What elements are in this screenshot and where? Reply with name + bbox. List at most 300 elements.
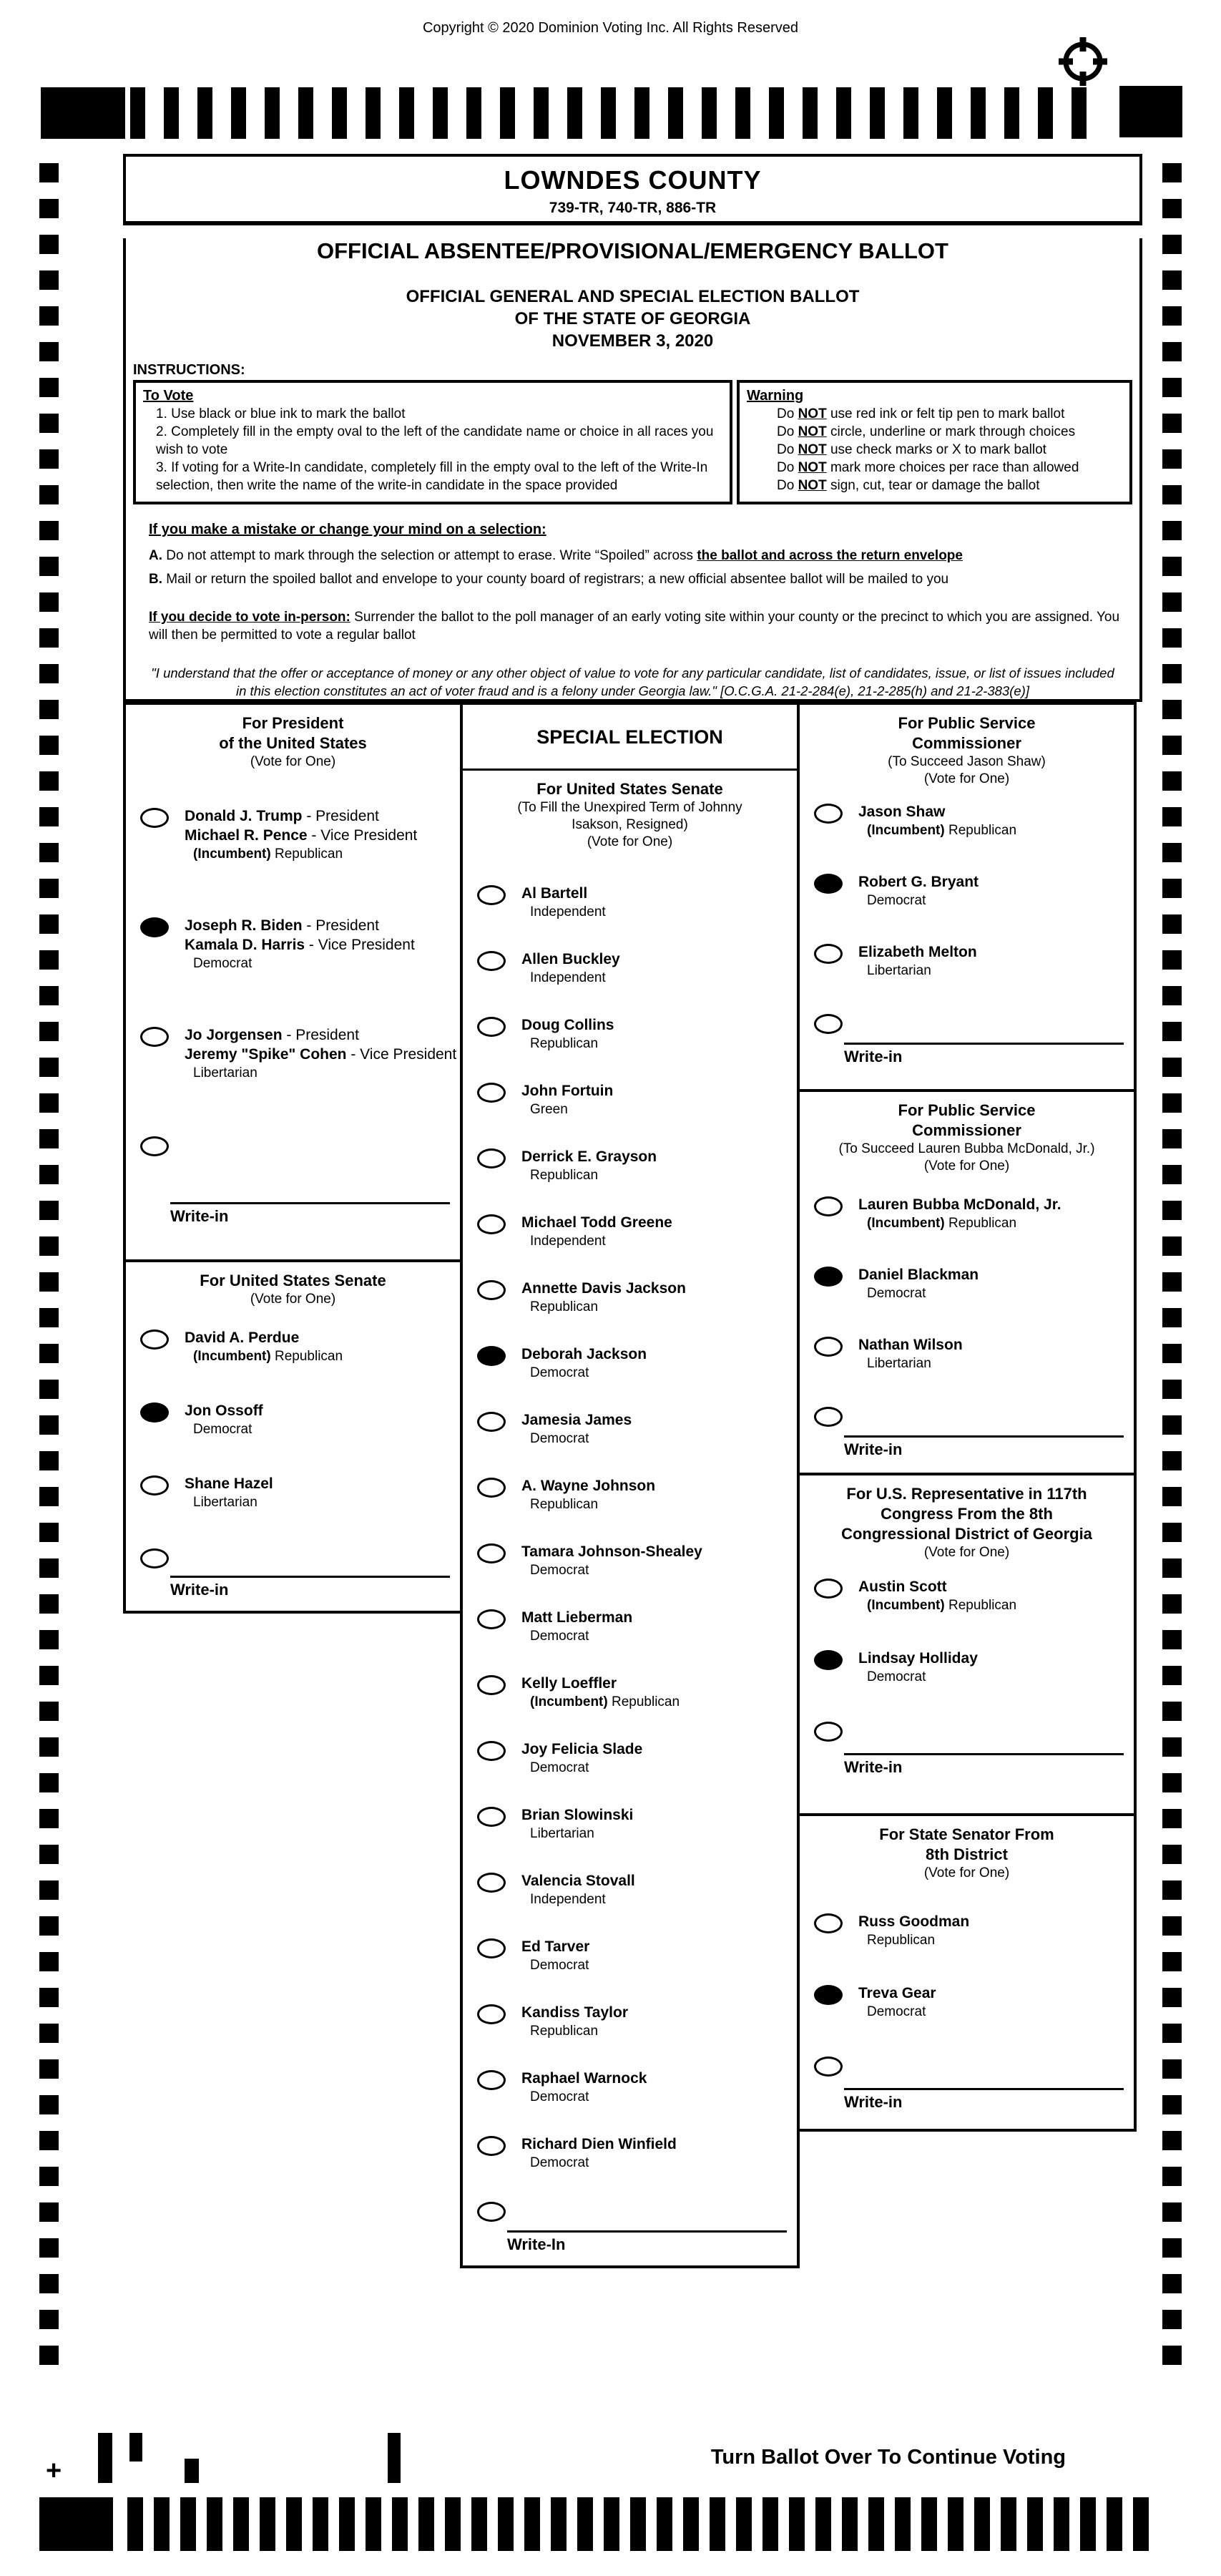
selection-oval[interactable] (477, 1280, 506, 1300)
timing-bar (265, 87, 280, 139)
timing-bar (298, 87, 313, 139)
selection-oval[interactable] (140, 808, 169, 828)
write-in-line[interactable] (170, 1202, 450, 1204)
race-header (800, 1475, 1134, 1561)
candidate-name: Richard Dien Winfield (521, 2136, 677, 2152)
timing-bar (702, 87, 717, 139)
selection-oval[interactable] (477, 1478, 506, 1498)
write-in-line[interactable] (844, 1435, 1124, 1438)
race-section (123, 702, 463, 1262)
candidate-info (521, 1279, 686, 1316)
timing-bar (1133, 2497, 1149, 2551)
timing-bar (836, 87, 851, 139)
candidate-info (521, 1740, 642, 1777)
write-in-line[interactable] (844, 1753, 1124, 1755)
candidate-party: Republican (530, 2024, 599, 2039)
timing-bar (498, 2497, 514, 2551)
write-in-oval[interactable] (814, 1722, 843, 1742)
vote-for-instruction: (Vote for One) (923, 1545, 1010, 1560)
timing-block-top-right (1119, 86, 1182, 137)
candidate-party: Independent (530, 904, 606, 919)
write-in-option (800, 2055, 1134, 2077)
write-in-line[interactable] (507, 2230, 787, 2233)
selection-oval[interactable] (477, 1938, 506, 1958)
candidate-info (858, 1195, 1061, 1232)
candidate-name: Jon Ossoff (185, 1402, 263, 1419)
timing-bar (601, 87, 616, 139)
race-title: For United States Senate (200, 1272, 386, 1289)
candidate-party: Democrat (867, 1286, 926, 1301)
timing-bar (948, 2497, 963, 2551)
timing-bar (769, 87, 784, 139)
candidate-party: (Incumbent) Republican (193, 847, 343, 862)
warning-instruction: Do NOT mark more choices per race than allowed (777, 460, 1079, 475)
candidate-info (521, 2003, 628, 2040)
candidate-party: Libertarian (193, 1065, 258, 1080)
candidate-name: Ed Tarver (521, 1938, 590, 1955)
timing-bar (842, 2497, 858, 2551)
timing-bar (366, 2497, 381, 2551)
vote-for-instruction: (Vote for One) (923, 771, 1010, 786)
candidate-party: Democrat (867, 893, 926, 908)
race-section (797, 702, 1137, 1092)
warning-instruction: Do NOT use red ink or felt tip pen to mark ballot (777, 406, 1065, 421)
timing-bar (197, 87, 212, 139)
race-title: For State Senator From (879, 1825, 1054, 1843)
candidate-option (463, 1674, 797, 1711)
write-in-label: Write-in (844, 1048, 903, 1065)
timing-bar (567, 87, 582, 139)
election-title-line2: OF THE STATE OF GEORGIA (514, 309, 751, 328)
timing-bar (180, 2497, 196, 2551)
selection-oval-filled[interactable] (477, 1346, 506, 1366)
timing-bar (551, 2497, 567, 2551)
candidate-name: Russ Goodman (858, 1913, 970, 1930)
selection-oval[interactable] (477, 1807, 506, 1827)
write-in-option (463, 2200, 797, 2222)
selection-oval[interactable] (814, 1913, 843, 1933)
write-in-label: Write-in (844, 1440, 903, 1458)
candidate-name: Nathan Wilson (858, 1337, 963, 1353)
race-title: Congressional District of Georgia (841, 1525, 1092, 1543)
write-in-oval[interactable] (140, 1548, 169, 1568)
timing-bar (207, 2497, 222, 2551)
candidate-list (800, 1195, 1134, 1459)
timing-bar (1080, 2497, 1096, 2551)
candidate-party: Libertarian (867, 1356, 931, 1371)
candidate-option (126, 1025, 460, 1082)
candidate-name: Al Bartell (521, 885, 588, 902)
race-header (463, 771, 797, 851)
candidate-option (463, 1871, 797, 1908)
selection-oval[interactable] (477, 951, 506, 971)
county-header (123, 154, 1142, 225)
candidate-name: David A. Perdue (185, 1330, 300, 1346)
timing-bar (445, 2497, 461, 2551)
race-header (800, 705, 1134, 788)
instructions-row (133, 380, 1132, 504)
candidate-info (521, 1410, 632, 1448)
candidate-list (800, 802, 1134, 1066)
selection-oval[interactable] (140, 1475, 169, 1496)
timing-bar (1072, 87, 1087, 139)
race-section (797, 1089, 1137, 1475)
candidate-option (800, 1265, 1134, 1302)
mistake-heading: If you make a mistake or change your mind on a selection: (149, 522, 546, 537)
candidate-party: Libertarian (867, 963, 931, 978)
race-title: Commissioner (912, 734, 1021, 752)
candidate-party: Green (530, 1102, 568, 1117)
code-bar (98, 2433, 112, 2483)
race-banner: SPECIAL ELECTION (463, 705, 797, 771)
timing-bar (1054, 2497, 1069, 2551)
code-bar (185, 2459, 199, 2483)
race-subtitle: (To Fill the Unexpired Term of Johnny (517, 800, 742, 815)
timing-bar (471, 2497, 487, 2551)
candidate-info (521, 1805, 633, 1843)
timing-marks-right (1162, 163, 1182, 2367)
candidate-party: Republican (530, 1299, 599, 1314)
candidate-party: Republican (530, 1036, 599, 1051)
timing-bar (903, 87, 918, 139)
to-vote-box (133, 380, 732, 504)
candidate-name: A. Wayne Johnson (521, 1478, 656, 1494)
candidate-option (463, 1740, 797, 1777)
race-header (800, 1816, 1134, 1882)
to-vote-heading: To Vote (143, 388, 194, 404)
candidate-party: Democrat (530, 1958, 589, 1973)
write-in-option (126, 1547, 460, 1568)
write-in-oval[interactable] (814, 1407, 843, 1427)
candidate-info (521, 1608, 632, 1645)
write-in-option (126, 1135, 460, 1156)
candidate-option (800, 872, 1134, 909)
race-title: Commissioner (912, 1121, 1021, 1139)
candidate-option (463, 1410, 797, 1448)
selection-oval-filled[interactable] (814, 874, 843, 894)
selection-oval[interactable] (477, 2136, 506, 2156)
candidate-name: Derrick E. Grayson (521, 1148, 657, 1165)
candidate-info (185, 1328, 343, 1365)
selection-oval[interactable] (477, 1412, 506, 1432)
candidate-name: Matt Lieberman (521, 1609, 633, 1626)
candidate-name: Elizabeth Melton (858, 944, 977, 960)
selection-oval[interactable] (140, 1027, 169, 1047)
race-subtitle: (To Succeed Jason Shaw) (888, 754, 1046, 769)
timing-bar (683, 2497, 699, 2551)
selection-oval[interactable] (814, 1196, 843, 1216)
race-section (797, 1813, 1137, 2132)
candidate-option (463, 1476, 797, 1513)
write-in-line[interactable] (170, 1576, 450, 1578)
timing-bar (815, 2497, 831, 2551)
election-title-line1: OFFICIAL GENERAL AND SPECIAL ELECTION BALLOT (406, 287, 860, 306)
warning-box (737, 380, 1132, 504)
timing-bar (260, 2497, 275, 2551)
selection-oval[interactable] (814, 944, 843, 964)
candidate-party: Republican (530, 1497, 599, 1512)
selection-oval[interactable] (477, 1083, 506, 1103)
selection-oval[interactable] (814, 804, 843, 824)
timing-marks-top (0, 87, 1221, 139)
candidate-party: Democrat (530, 1365, 589, 1380)
candidate-list (463, 884, 797, 2254)
candidate-option (126, 806, 460, 863)
candidate-option (463, 1937, 797, 1974)
candidate-party: Democrat (530, 1431, 589, 1446)
selection-oval[interactable] (814, 1337, 843, 1357)
ballot-title: OFFICIAL ABSENTEE/PROVISIONAL/EMERGENCY BALLOT (317, 238, 948, 263)
candidate-info (521, 2069, 647, 2106)
instructions-panel (123, 238, 1142, 702)
timing-bar (233, 2497, 249, 2551)
candidate-name: Treva Gear (858, 1985, 936, 2001)
candidate-name: Doug Collins (521, 1017, 614, 1033)
candidate-info (858, 1649, 978, 1686)
write-in-line[interactable] (844, 1043, 1124, 1045)
code-bar (388, 2433, 401, 2483)
selection-oval[interactable] (477, 1017, 506, 1037)
candidate-option (463, 1608, 797, 1645)
precinct-codes: 739-TR, 740-TR, 886-TR (549, 200, 717, 216)
timing-bar (789, 2497, 805, 2551)
candidate-info (521, 1542, 702, 1579)
candidate-option (800, 1984, 1134, 2021)
write-in-option (800, 1013, 1134, 1034)
race-header (126, 705, 460, 771)
candidate-name: Jamesia James (521, 1412, 632, 1428)
timing-block-top-left (41, 87, 125, 139)
timing-bar (736, 2497, 752, 2551)
candidate-party: Libertarian (530, 1826, 594, 1841)
candidate-option (463, 1345, 797, 1382)
warning-instruction: Do NOT use check marks or X to mark ballot (777, 442, 1046, 457)
selection-oval[interactable] (477, 1609, 506, 1629)
ballot-column (797, 702, 1137, 2132)
candidate-party: Democrat (530, 1760, 589, 1775)
timing-bar (971, 87, 986, 139)
timing-bar (803, 87, 818, 139)
candidate-name: John Fortuin (521, 1083, 614, 1099)
turn-ballot-over-text: Turn Ballot Over To Continue Voting (710, 2446, 1066, 2469)
race-title: For Public Service (898, 1101, 1036, 1119)
candidate-party: Democrat (530, 2089, 589, 2104)
selection-oval[interactable] (477, 2004, 506, 2024)
selection-oval[interactable] (477, 1675, 506, 1695)
race-title: Congress From the 8th (881, 1505, 1053, 1523)
timing-bar (313, 2497, 328, 2551)
candidate-info (858, 1335, 963, 1372)
candidate-name: Michael R. Pence - Vice President (185, 827, 418, 844)
selection-oval[interactable] (477, 885, 506, 905)
write-in-label: Write-in (844, 2093, 903, 2111)
race-subtitle: Isakson, Resigned) (572, 817, 688, 832)
timing-bar (630, 2497, 646, 2551)
candidate-name: Lauren Bubba McDonald, Jr. (858, 1196, 1061, 1213)
candidate-name: Kandiss Taylor (521, 2004, 628, 2021)
instructions-label: INSTRUCTIONS: (133, 362, 245, 378)
timing-bar (332, 87, 347, 139)
timing-bar (127, 2497, 143, 2551)
candidate-party: Libertarian (193, 1495, 258, 1510)
candidate-list (126, 1328, 460, 1599)
candidate-option (126, 916, 460, 972)
ballot-column (123, 702, 463, 1614)
warning-instruction: Do NOT sign, cut, tear or damage the ballot (777, 478, 1040, 493)
election-date: NOVEMBER 3, 2020 (551, 331, 714, 351)
in-person-heading: If you decide to vote in-person: (149, 610, 350, 625)
candidate-name: Tamara Johnson-Shealey (521, 1543, 702, 1560)
candidate-name: Shane Hazel (185, 1475, 273, 1492)
timing-bar (657, 2497, 672, 2551)
plus-registration-mark: + (46, 2456, 62, 2486)
candidate-option (800, 1912, 1134, 1949)
candidate-info (521, 1147, 657, 1184)
candidate-name: Joy Felicia Slade (521, 1741, 643, 1757)
race-section (123, 1259, 463, 1614)
candidate-option (463, 2135, 797, 2172)
write-in-oval[interactable] (814, 2057, 843, 2077)
timing-bar (868, 2497, 884, 2551)
candidate-party: Independent (530, 970, 606, 985)
candidate-party: (Incumbent) Republican (867, 1216, 1017, 1231)
timing-bar (418, 2497, 434, 2551)
timing-marks-bottom (0, 2497, 1221, 2551)
to-vote-instruction: 3. If voting for a Write-In candidate, completely fill in the empty oval to the left of the Write-In selection, then write the name of the write-in candidate in the space provided (156, 460, 708, 493)
selection-oval-filled[interactable] (140, 1402, 169, 1423)
timing-bar (164, 87, 179, 139)
candidate-option (463, 1213, 797, 1250)
candidate-option (800, 1649, 1134, 1686)
selection-oval[interactable] (477, 1741, 506, 1761)
timing-bar (392, 2497, 408, 2551)
candidate-party: Democrat (867, 2004, 926, 2019)
candidate-option (800, 802, 1134, 839)
candidate-info (521, 1213, 672, 1250)
candidate-option (800, 1577, 1134, 1614)
selection-oval[interactable] (477, 1214, 506, 1234)
felony-notice: "I understand that the offer or acceptance of money or any other object of value to vote for any particular candidate, list of candidates, issue, or list of issues included in this election constitutes an act of voter fraud and is a felony under Georgia law." [O.C.G.A. 21-2-284(e), 21-2-285(h) and 21-2-383(e)] (151, 665, 1114, 698)
write-in-option (800, 1720, 1134, 1742)
write-in-oval[interactable] (140, 1136, 169, 1156)
candidate-info (858, 1265, 979, 1302)
candidate-party: Independent (530, 1892, 606, 1907)
selection-oval[interactable] (477, 2070, 506, 2090)
candidate-info (521, 1345, 647, 1382)
selection-oval-filled[interactable] (140, 917, 169, 937)
timing-block-bottom-left (39, 2497, 113, 2551)
candidate-party: Democrat (530, 1563, 589, 1578)
registration-target-icon (1059, 37, 1107, 89)
selection-oval-filled[interactable] (814, 1267, 843, 1287)
candidate-name: Kelly Loeffler (521, 1675, 617, 1692)
selection-oval-filled[interactable] (814, 1650, 843, 1670)
race-title: 8th District (926, 1845, 1008, 1863)
timing-bar (710, 2497, 725, 2551)
candidate-info (858, 1577, 1016, 1614)
write-in-oval[interactable] (814, 1014, 843, 1034)
candidate-option (126, 1401, 460, 1438)
timing-bar (1027, 2497, 1043, 2551)
selection-oval[interactable] (814, 1579, 843, 1599)
candidate-info (185, 1025, 456, 1082)
candidate-info (521, 950, 620, 987)
timing-bar (1004, 87, 1019, 139)
vote-for-instruction: (Vote for One) (587, 834, 673, 849)
candidate-option (463, 950, 797, 987)
candidate-party: Independent (530, 1234, 606, 1249)
selection-oval[interactable] (477, 1148, 506, 1169)
candidate-name: Jeremy "Spike" Cohen - Vice President (185, 1046, 457, 1063)
candidate-option (463, 884, 797, 921)
candidate-info (521, 1871, 635, 1908)
candidate-party: (Incumbent) Republican (193, 1349, 343, 1364)
timing-bar (634, 87, 649, 139)
county-name: LOWNDES COUNTY (504, 165, 762, 195)
candidate-info (858, 802, 1016, 839)
candidate-party: Democrat (867, 1669, 926, 1684)
timing-bar (524, 2497, 540, 2551)
candidate-option (463, 2003, 797, 2040)
candidate-info (858, 1912, 969, 1949)
timing-bar (921, 2497, 937, 2551)
candidate-party: (Incumbent) Republican (867, 823, 1017, 838)
timing-bar (577, 2497, 593, 2551)
race-title: For United States Senate (536, 780, 723, 798)
selection-oval[interactable] (140, 1330, 169, 1350)
candidate-party: Democrat (193, 956, 252, 971)
race-title: For President (242, 714, 344, 732)
in-person-instruction (149, 608, 1129, 644)
candidate-option (800, 1195, 1134, 1232)
candidate-name: Michael Todd Greene (521, 1214, 672, 1231)
candidate-option (463, 1081, 797, 1118)
race-title: of the United States (219, 734, 367, 752)
copyright-notice: Copyright © 2020 Dominion Voting Inc. All Rights Reserved (422, 20, 798, 36)
timing-bar (130, 87, 145, 139)
candidate-name: Daniel Blackman (858, 1267, 979, 1283)
candidate-info (185, 1401, 263, 1438)
candidate-option (463, 1279, 797, 1316)
timing-bar (735, 87, 750, 139)
selection-oval-filled[interactable] (814, 1985, 843, 2005)
candidate-name: Kamala D. Harris - Vice President (185, 937, 415, 953)
timing-bar (895, 2497, 911, 2551)
write-in-oval[interactable] (477, 2202, 506, 2222)
candidate-name: Valencia Stovall (521, 1873, 635, 1889)
write-in-line[interactable] (844, 2088, 1124, 2090)
timing-bar (668, 87, 683, 139)
timing-bar (339, 2497, 355, 2551)
candidate-info (858, 942, 977, 980)
race-header (800, 1092, 1134, 1175)
selection-oval[interactable] (477, 1873, 506, 1893)
candidate-name: Austin Scott (858, 1579, 947, 1595)
timing-bar (937, 87, 952, 139)
candidate-info (521, 884, 606, 921)
timing-bar (1038, 87, 1053, 139)
vote-for-instruction: (Vote for One) (250, 1292, 336, 1307)
timing-bar (604, 2497, 619, 2551)
to-vote-instruction: 1. Use black or blue ink to mark the ballot (156, 406, 406, 421)
race-section (797, 1473, 1137, 1816)
candidate-info (521, 1081, 613, 1118)
timing-bar (870, 87, 885, 139)
candidate-party: (Incumbent) Republican (530, 1694, 680, 1709)
candidate-name: Jason Shaw (858, 804, 946, 820)
candidate-option (126, 1328, 460, 1365)
selection-oval[interactable] (477, 1543, 506, 1563)
